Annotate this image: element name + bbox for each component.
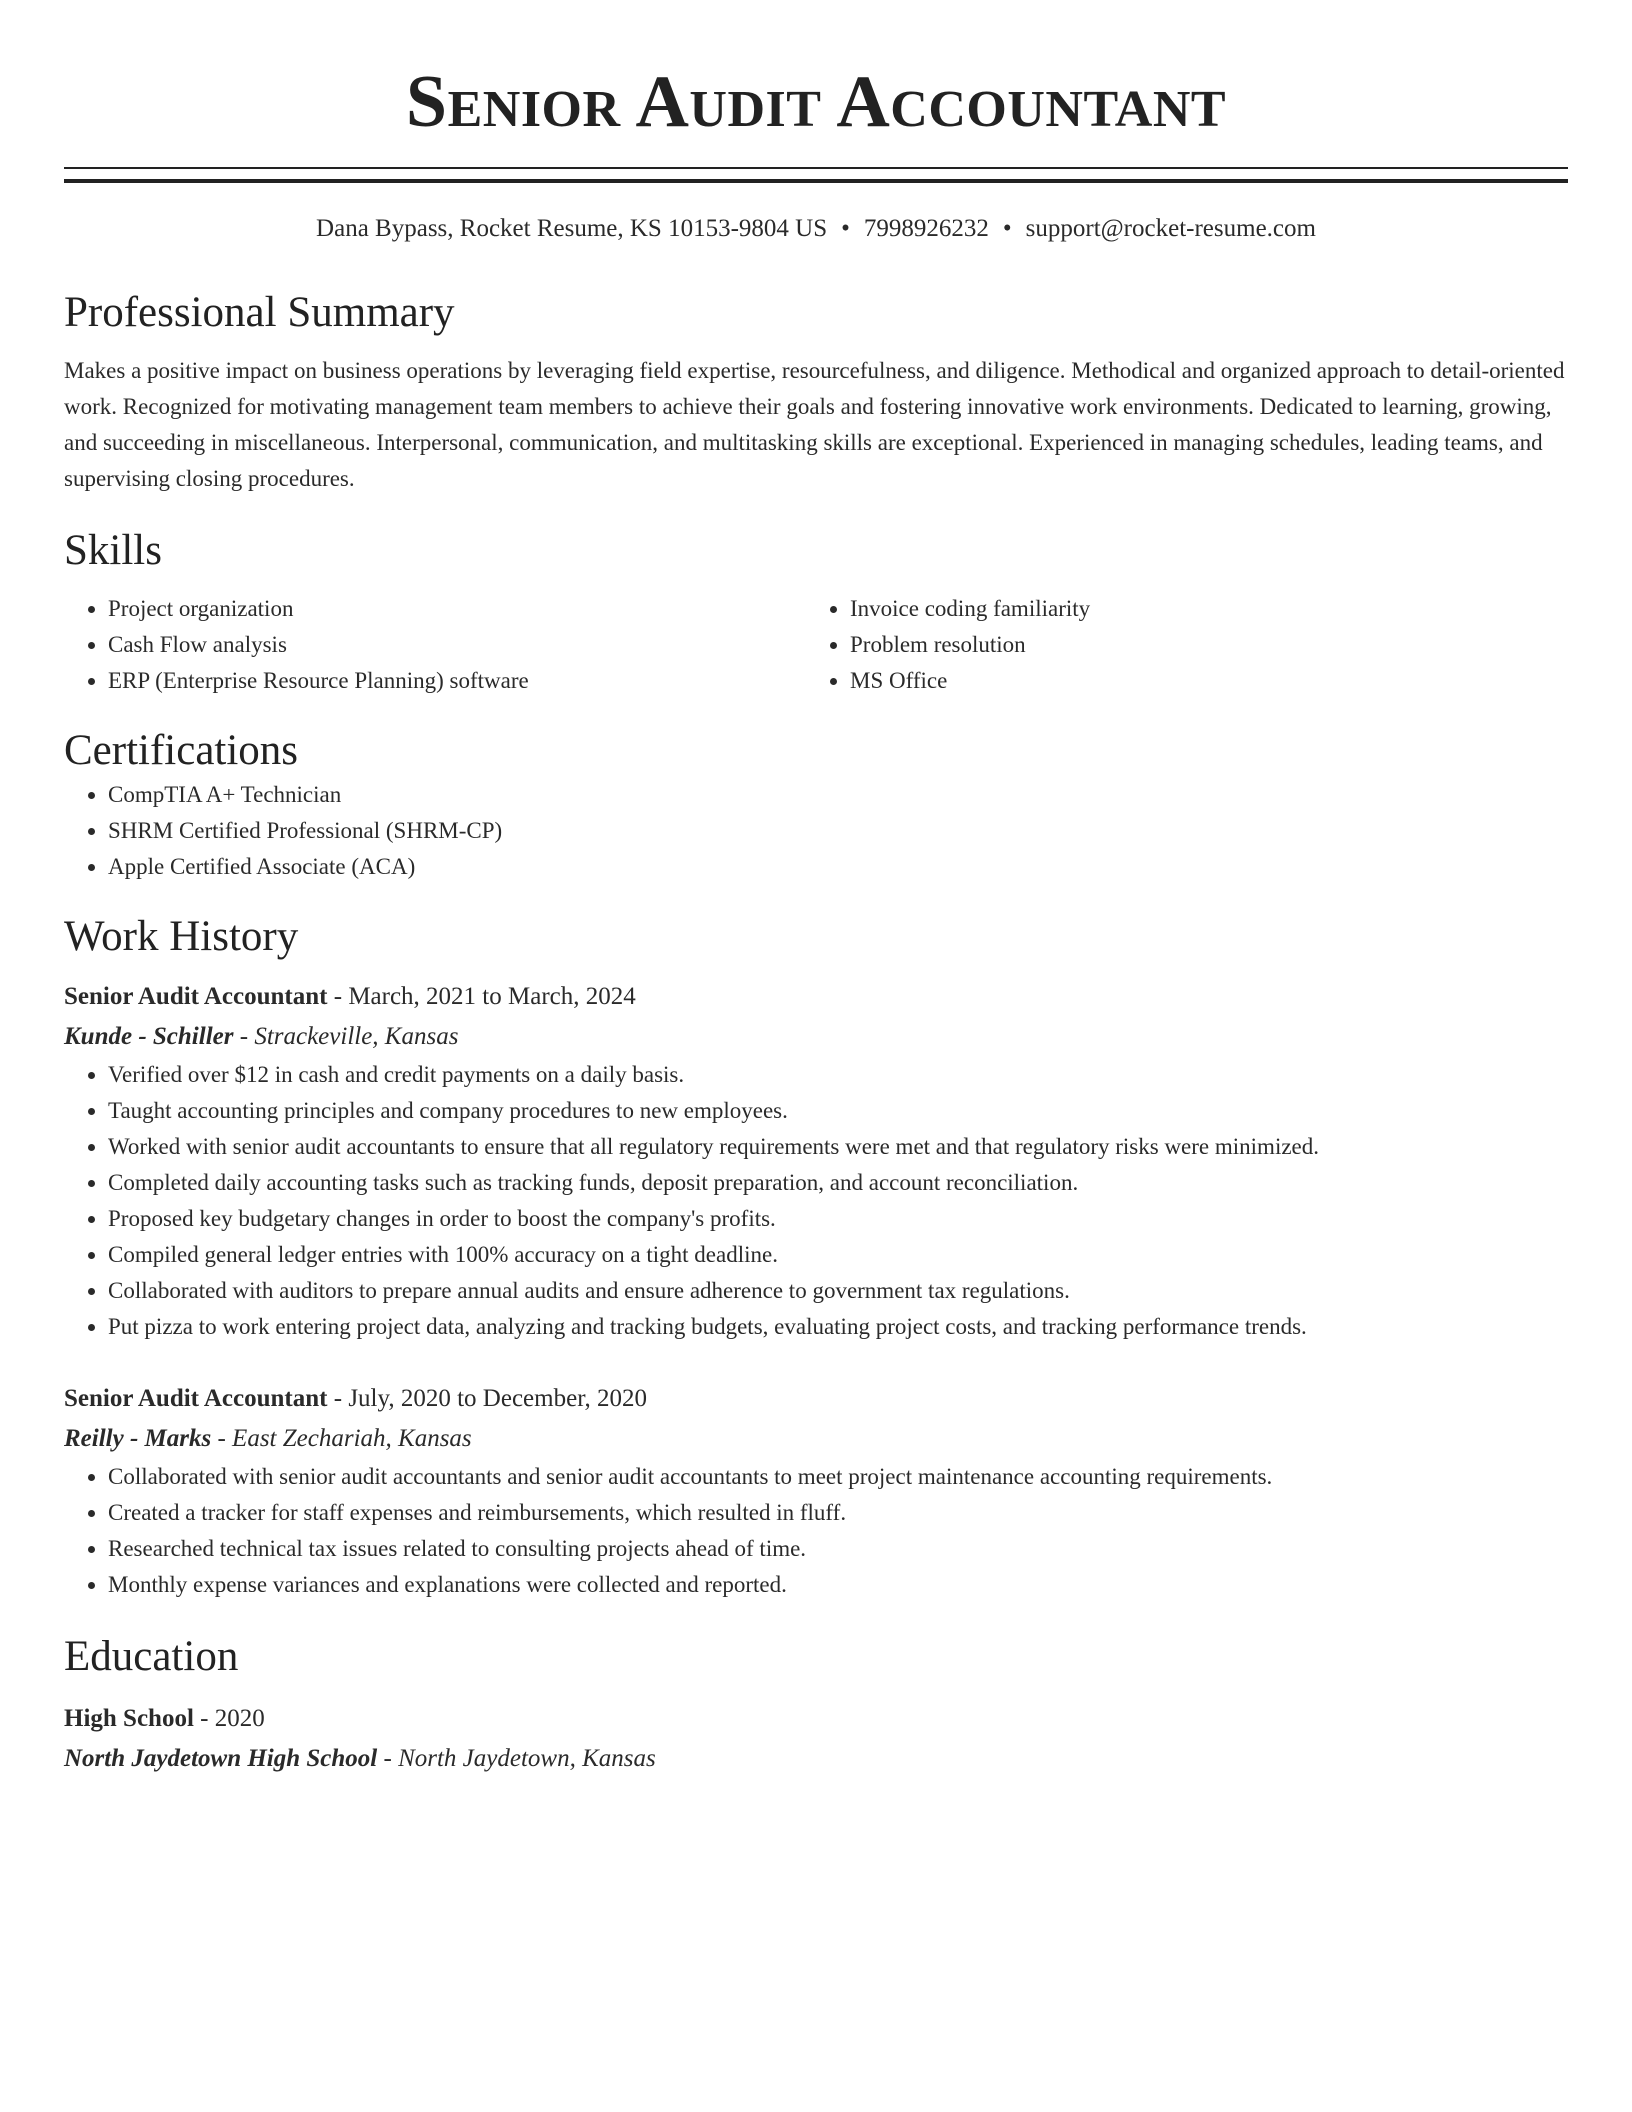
education-degree: High School — [64, 1705, 194, 1732]
job-duty: • Put pizza to work entering project data, analyzing and tracking budgets, evaluating project costs, and tracking performance trends. — [108, 1309, 1568, 1345]
certifications-list — [64, 777, 1568, 885]
job-title-line: Senior Audit Accountant - March, 2021 to March, 2024 — [64, 983, 636, 1010]
resume-title: Senior Audit Accountant — [405, 61, 1227, 143]
job-dates: March, 2021 to March, 2024 — [348, 983, 636, 1010]
skill-item: • Problem resolution — [850, 627, 1548, 663]
job-duty: • Compiled general ledger entries with 100% accuracy on a tight deadline. — [108, 1237, 1568, 1273]
summary-text: Makes a positive impact on business operations by leveraging field expertise, resourcefulness, and diligence. Methodical and organized approach to detail-oriented work. Recognized for motivating management team members to achieve their goals and fostering innovative work environments. Dedicated to learning, growing, and succeeding in miscellaneous. Interpersonal, communication, and multitasking skills are exceptional. Experienced in managing schedules, leading teams, and supervising closing procedures. — [64, 358, 1565, 491]
contact-separator: • — [841, 215, 850, 242]
job-company: Kunde - Schiller — [64, 1023, 234, 1050]
job-duty: • Monthly expense variances and explanations were collected and reported. — [108, 1567, 1568, 1603]
skill-item: • ERP (Enterprise Resource Planning) software — [108, 663, 806, 699]
skill-item: • Project organization — [108, 591, 806, 627]
certification-item: • SHRM Certified Professional (SHRM-CP) — [108, 813, 1568, 849]
job-duty: • Taught accounting principles and company procedures to new employees. — [108, 1093, 1568, 1129]
skills-column-left — [64, 591, 806, 699]
job-duty: • Collaborated with auditors to prepare annual audits and ensure adherence to government tax regulations. — [108, 1273, 1568, 1309]
contact-line — [64, 213, 1568, 245]
skill-item: • Cash Flow analysis — [108, 627, 806, 663]
job-duties-list — [64, 1057, 1568, 1345]
education-entry — [64, 1699, 1568, 1779]
skills-column-right — [806, 591, 1548, 699]
skills-list-right — [806, 591, 1548, 699]
job-duties-list — [64, 1459, 1568, 1603]
certification-item: • CompTIA A+ Technician — [108, 777, 1568, 813]
job-duty: • Researched technical tax issues related to consulting projects ahead of time. — [108, 1531, 1568, 1567]
contact-address: Dana Bypass, Rocket Resume, KS 10153-9804 US — [316, 215, 828, 242]
job-duty: • Verified over $12 in cash and credit payments on a daily basis. — [108, 1057, 1568, 1093]
job-location: East Zechariah, Kansas — [232, 1425, 472, 1452]
job-company-line: Reilly - Marks - East Zechariah, Kansas — [64, 1425, 472, 1452]
job-location: Strackeville, Kansas — [254, 1023, 459, 1050]
certifications-heading: Certifications — [64, 727, 299, 774]
contact-email: support@rocket-resume.com — [1025, 215, 1316, 242]
job-role: Senior Audit Accountant — [64, 983, 328, 1010]
education-location: North Jaydetown, Kansas — [398, 1745, 656, 1772]
skill-item: • Invoice coding familiarity — [850, 591, 1548, 627]
job-company: Reilly - Marks — [64, 1425, 212, 1452]
job-entry — [64, 977, 1568, 1345]
skills-list-left — [64, 591, 806, 699]
skill-item: • MS Office — [850, 663, 1548, 699]
summary-heading: Professional Summary — [64, 289, 455, 336]
education-school: North Jaydetown High School — [64, 1745, 378, 1772]
contact-phone: 7998926232 — [863, 215, 989, 242]
job-duty: • Worked with senior audit accountants to ensure that all regulatory requirements were met and that regulatory risks were minimized. — [108, 1129, 1568, 1165]
job-company-line: Kunde - Schiller - Strackeville, Kansas — [64, 1023, 459, 1050]
education-year: 2020 — [214, 1705, 265, 1732]
job-dates: July, 2020 to December, 2020 — [348, 1385, 648, 1412]
education-heading: Education — [64, 1633, 239, 1680]
job-duty: • Completed daily accounting tasks such as tracking funds, deposit preparation, and account reconciliation. — [108, 1165, 1568, 1201]
contact-separator: • — [1002, 215, 1012, 242]
job-entry — [64, 1379, 1568, 1603]
job-title-line: Senior Audit Accountant - July, 2020 to December, 2020 — [64, 1385, 648, 1412]
job-duty: • Proposed key budgetary changes in order to boost the company's profits. — [108, 1201, 1568, 1237]
title-double-rule — [64, 167, 1568, 183]
education-degree-line: High School - 2020 — [64, 1705, 265, 1732]
job-duty: • Collaborated with senior audit accountants and senior audit accountants to meet project maintenance accounting requirements. — [108, 1459, 1568, 1495]
education-school-line: North Jaydetown High School - North Jaydetown, Kansas — [64, 1745, 656, 1772]
skills-columns — [64, 591, 1568, 699]
job-duty: • Created a tracker for staff expenses and reimbursements, which resulted in fluff. — [108, 1495, 1568, 1531]
job-role: Senior Audit Accountant — [64, 1385, 328, 1412]
work-history-heading: Work History — [64, 913, 299, 960]
certification-item: • Apple Certified Associate (ACA) — [108, 849, 1568, 885]
skills-heading: Skills — [64, 527, 162, 574]
